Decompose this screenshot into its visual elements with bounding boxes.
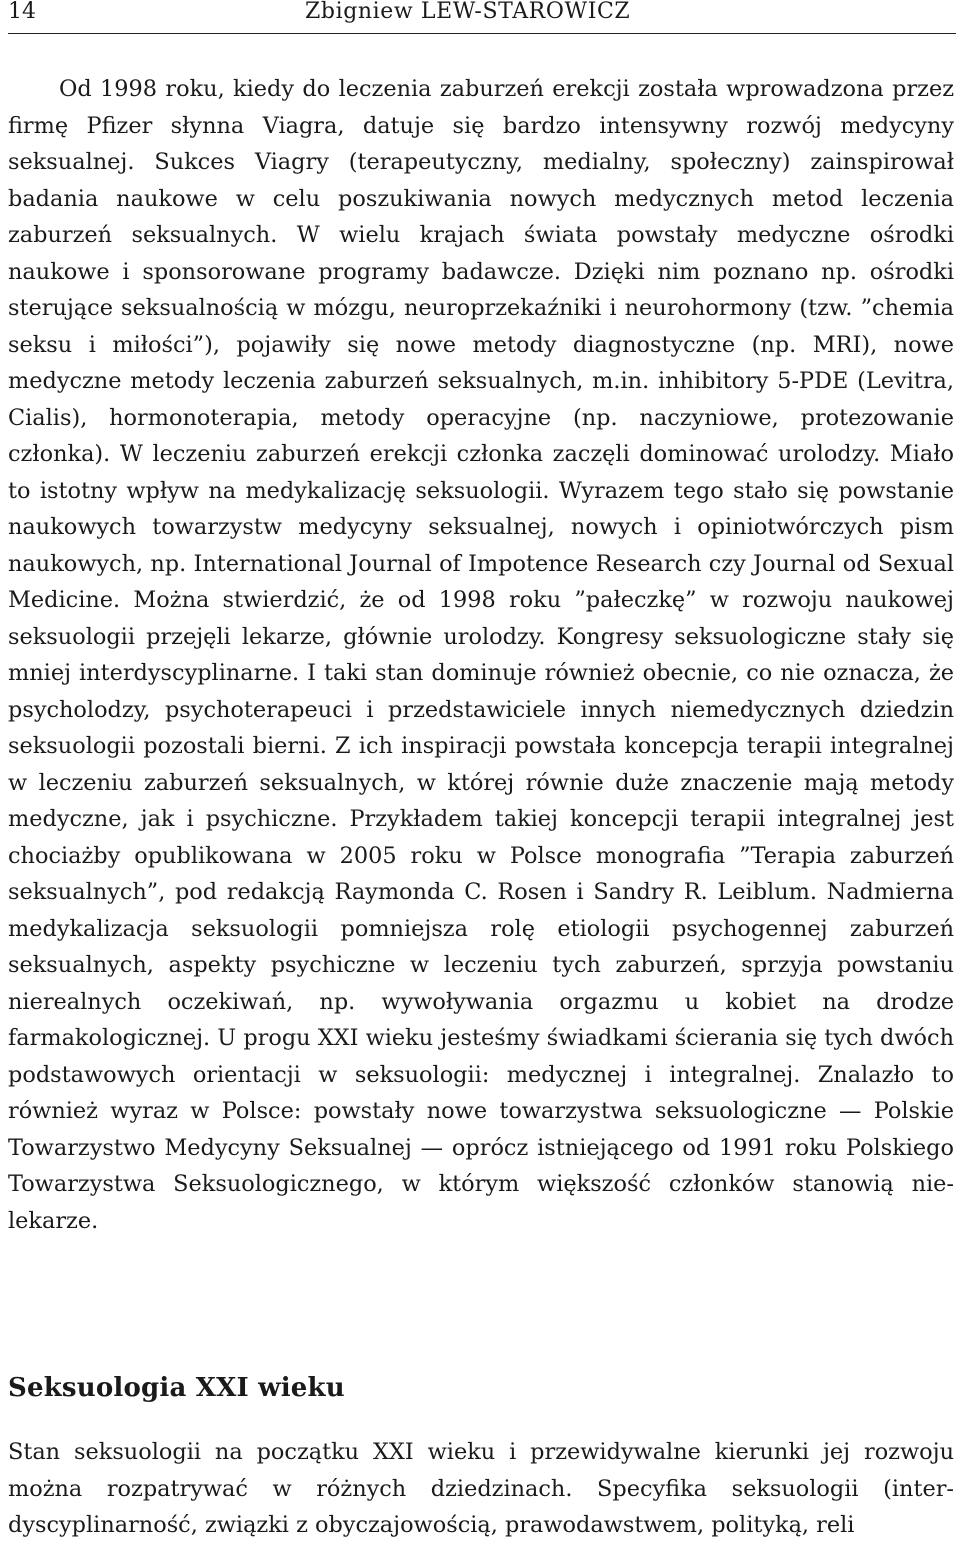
- running-head: Zbigniew LEW-STAROWICZ: [305, 0, 631, 24]
- page-number: 14: [8, 0, 36, 24]
- section-heading: Seksuologia XXI wieku: [8, 1373, 345, 1403]
- header-rule: [8, 33, 956, 34]
- body-paragraph-2: Stan seksuologii na początku XXI wieku i przewidywalne kierunki jej rozwoju można rozpatrywać w różnych dziedzinach. Specyfika seksuologii (interdyscyplinarność, związki z obyczajowością, prawodawstwem, polityką, reli: [8, 1439, 954, 1538]
- page-header: [8, 0, 956, 26]
- body-paragraph-1: Od 1998 roku, kiedy do leczenia zaburzeń erekcji została wprowadzona przez firmę Pfizer słynna Viagra, datuje się bardzo intensywny rozwój medycyny seksualnej. Sukces Viagry (terapeutyczny, medialny, społeczny) zainspirował badania naukowe w celu poszukiwania nowych medycznych metod leczenia zaburzeń seksualnych. W wielu krajach świata powstały medyczne ośrodki naukowe i sponsorowane programy badawcze. Dzięki nim poznano np. ośrodki sterujące seksualnością w mózgu, neuroprzekaźniki i neurohormony (tzw. ”chemia seksu i miłości”), pojawiły się nowe metody diagnostyczne (np. MRI), nowe medyczne metody leczenia zaburzeń seksualnych, m.in. inhibitory 5-PDE (Levitra, Cialis), hormonoterapia, metody operacyjne (np. naczyniowe, protezowanie członka). W leczeniu zaburzeń erekcji członka zaczęli dominować urolodzy. Miało to istotny wpływ na medykalizację seksuologii. Wyrazem tego stało się powstanie naukowych towarzystw medycyny seksualnej, nowych i opiniotwórczych pism naukowych, np. International Journal of Impotence Research czy Journal od Sexual Medicine. Można stwierdzić, że od 1998 roku ”pałeczkę” w rozwoju naukowej seksuologii przejęli lekarze, głównie urolodzy. Kongresy seksuologiczne stały się mniej interdyscyplinarne. I taki stan dominuje również obecnie, co nie oznacza, że psycholodzy, psychoterapeuci i przedstawiciele innych niemedycznych dziedzin seksuologii pozostali bierni. Z ich inspiracji powstała koncepcja terapii integralnej w leczeniu zaburzeń seksualnych, w której równie duże znaczenie mają metody medyczne, jak i psychiczne. Przykładem takiej koncepcji terapii integralnej jest chociażby opublikowana w 2005 roku w Polsce monografia ”Terapia zaburzeń seksualnych”, pod redakcją Raymonda C. Rosen i Sandry R. Leiblum. Nadmierna medykalizacja seksuologii pomniejsza rolę etiologii psychogennej zaburzeń seksualnych, aspekty psychiczne w leczeniu tych zaburzeń, sprzyja powstaniu nierealnych oczekiwań, np. wywoływania orgazmu u kobiet na drodze farmakologicznej. U progu XXI wieku jesteśmy świadkami ścierania się tych dwóch podstawowych orientacji w seksuologii: medycznej i integralnej. Znalazło to również wyraz w Polsce: powstały nowe towarzystwa seksuologiczne — Polskie Towarzystwo Medycyny Seksualnej — oprócz istniejącego od 1991 roku Polskiego Towarzystwa Seksuologicznego, w którym większość członków stanowią nielekarze.: [8, 76, 954, 1234]
